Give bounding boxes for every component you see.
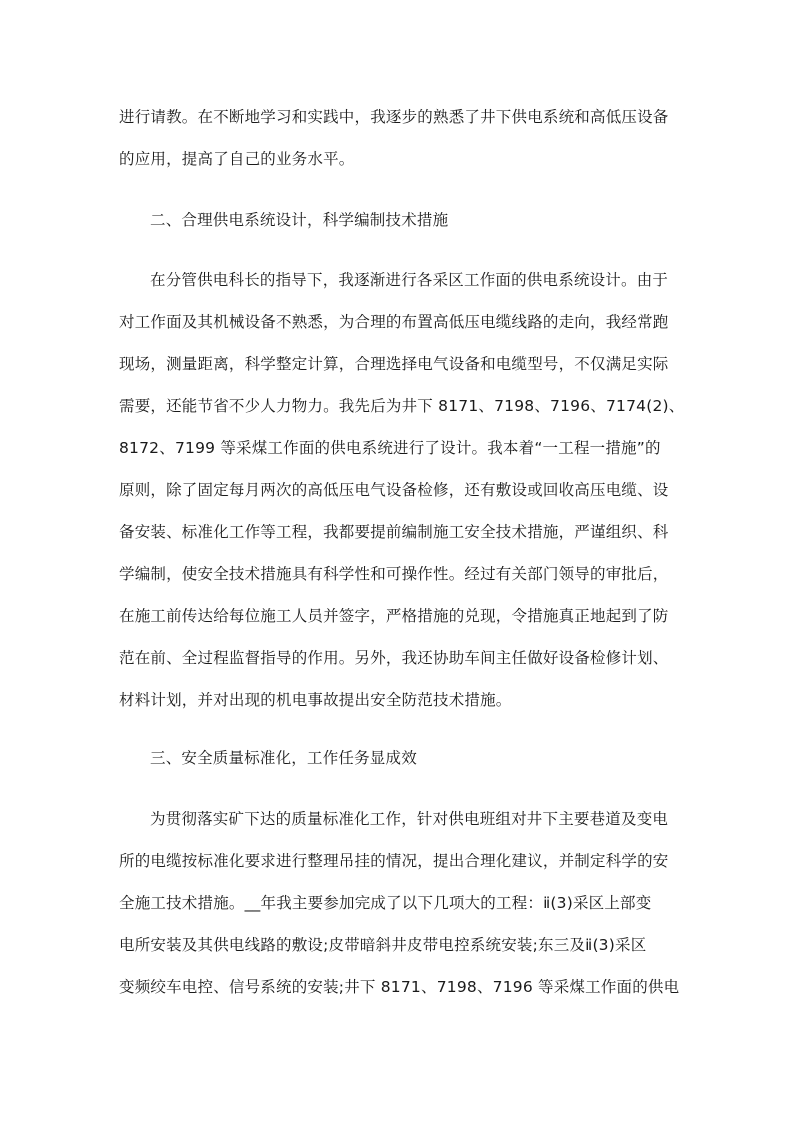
paragraph-line: 进行请教。在不断地学习和实践中，我逐步的熟悉了井下供电系统和高低压设备 — [119, 108, 669, 126]
paragraph-line: 材料计划，并对出现的机电事故提出安全防范技术措施。 — [119, 691, 512, 709]
paragraph-line: 在施工前传达给每位施工人员并签字，严格措施的兑现，令措施真正地起到了防 — [119, 607, 669, 625]
paragraph-line: 变频绞车电控、信号系统的安装;井下 8171、7198、7196 等采煤工作面的供电 — [119, 978, 680, 996]
paragraph-line: 备安装、标准化工作等工程，我都要提前编制施工安全技术措施，严谨组织、科 — [119, 523, 669, 541]
paragraph-line: 范在前、全过程监督指导的作用。另外，我还协助车间主任做好设备检修计划、 — [119, 649, 669, 667]
paragraph-section-2 — [119, 267, 685, 714]
paragraph-line: 需要，还能节省不少人力物力。我先后为井下 8171、7198、7196、7174(2)、 — [119, 397, 685, 415]
paragraph-line: 原则，除了固定每月两次的高低压电气设备检修，还有敷设或回收高压电缆、设 — [119, 481, 669, 499]
paragraph-line: 对工作面及其机械设备不熟悉，为合理的布置高低压电缆线路的走向，我经常跑 — [119, 313, 669, 331]
paragraph-line: 在分管供电科长的指导下，我逐渐进行各采区工作面的供电系统设计。由于 — [150, 271, 669, 289]
paragraph-line: 为贯彻落实矿下达的质量标准化工作，针对供电班组对井下主要巷道及变电 — [150, 810, 669, 828]
paragraph-line: 的应用，提高了自己的业务水平。 — [119, 150, 355, 168]
paragraph-line: 所的电缆按标准化要求进行整理吊挂的情况，提出合理化建议，并制定科学的安 — [119, 852, 669, 870]
paragraph-line: 全施工技术措施。__年我主要参加完成了以下几项大的工程：ⅱ(3)采区上部变 — [119, 894, 652, 912]
section-heading-3: 三、安全质量标准化，工作任务显成效 — [150, 749, 417, 767]
section-heading-2: 二、合理供电系统设计，科学编制技术措施 — [150, 211, 449, 229]
paragraph-continued — [119, 104, 679, 173]
paragraph-line: 电所安装及其供电线路的敷设;皮带暗斜井皮带电控系统安装;东三及ⅱ(3)采区 — [119, 936, 647, 954]
paragraph-section-3 — [119, 806, 679, 1001]
paragraph-line: 8172、7199 等采煤工作面的供电系统进行了设计。我本着“一工程一措施”的 — [119, 439, 661, 457]
paragraph-line: 现场，测量距离，科学整定计算，合理选择电气设备和电缆型号，不仅满足实际 — [119, 355, 669, 373]
paragraph-line: 学编制，使安全技术措施具有科学性和可操作性。经过有关部门领导的审批后， — [119, 565, 669, 583]
